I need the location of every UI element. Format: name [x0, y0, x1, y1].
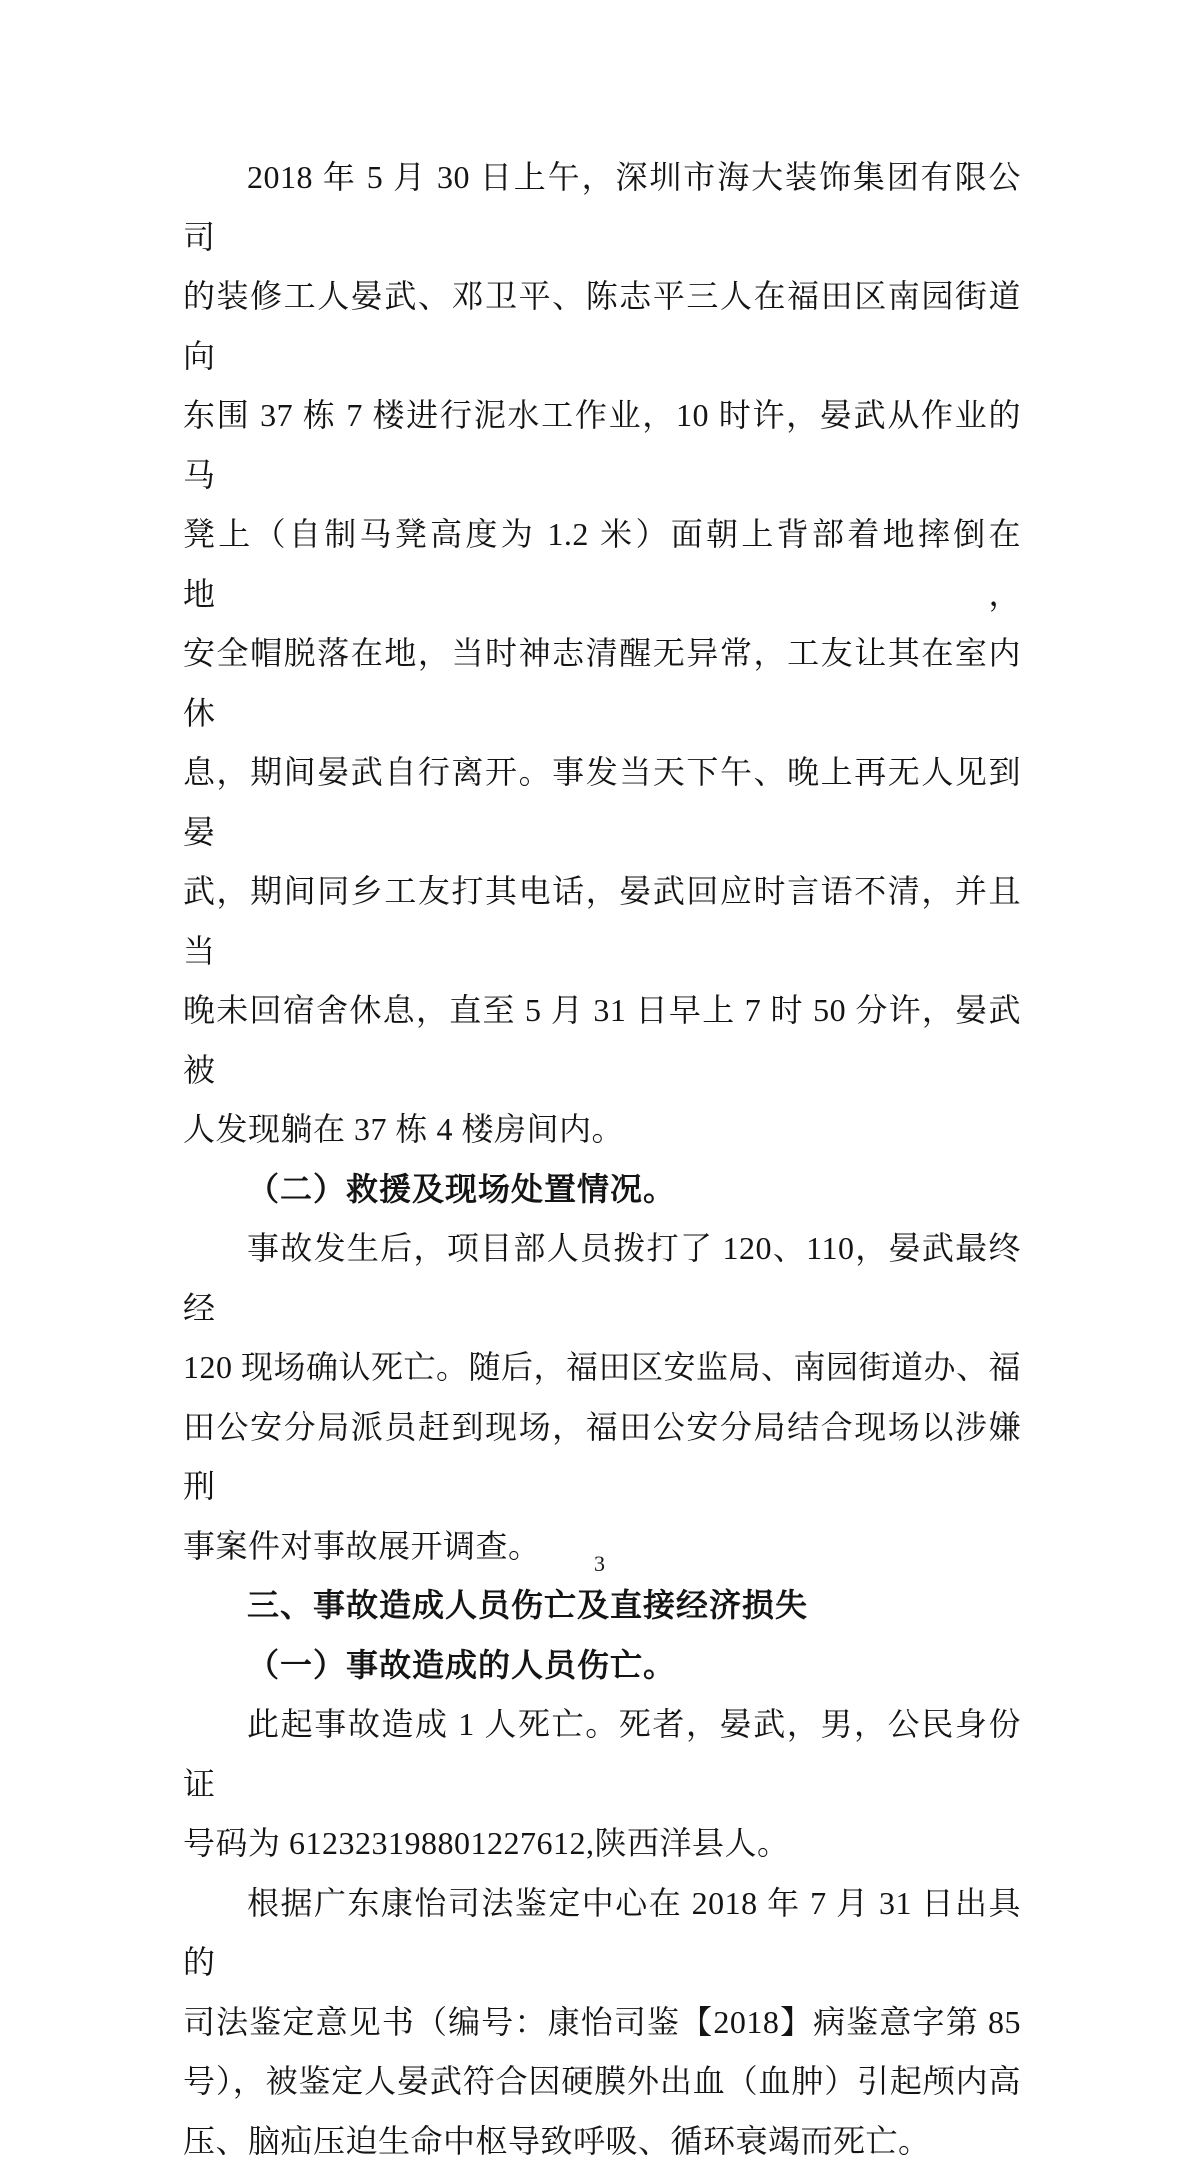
page-number: 3	[0, 1549, 1199, 1579]
text-line: 田公安分局派员赶到现场，福田公安分局结合现场以涉嫌刑	[183, 1398, 1021, 1517]
text-line: 压、脑疝压迫生命中枢导致呼吸、循环衰竭而死亡。	[183, 2112, 1021, 2171]
text-line: 事案件对事故展开调查。	[183, 1517, 1021, 1577]
section-heading: （二）救援及现场处置情况。	[183, 1160, 1021, 1220]
text-line: 2018 年 5 月 30 日上午，深圳市海大装饰集团有限公司	[183, 148, 1021, 267]
text-line: 晚未回宿舍休息，直至 5 月 31 日早上 7 时 50 分许，晏武被	[183, 981, 1021, 1100]
text-line: 120 现场确认死亡。随后，福田区安监局、南园街道办、福	[183, 1338, 1021, 1398]
section-heading: 三、事故造成人员伤亡及直接经济损失	[183, 1576, 1021, 1636]
text-line: 根据广东康怡司法鉴定中心在 2018 年 7 月 31 日出具的	[183, 1874, 1021, 1993]
text-line: 东围 37 栋 7 楼进行泥水工作业，10 时许，晏武从作业的马	[183, 386, 1021, 505]
text-line: 息，期间晏武自行离开。事发当天下午、晚上再无人见到晏	[183, 743, 1021, 862]
text-line: 号码为 612323198801227612,陕西洋县人。	[183, 1814, 1021, 1874]
text-line: 凳上（自制马凳高度为 1.2 米）面朝上背部着地摔倒在地，	[183, 505, 1021, 624]
text-line: 号），被鉴定人晏武符合因硬膜外出血（血肿）引起颅内高	[183, 2052, 1021, 2112]
text-line: 的装修工人晏武、邓卫平、陈志平三人在福田区南园街道向	[183, 267, 1021, 386]
text-line: 此起事故造成 1 人死亡。死者，晏武，男，公民身份证	[183, 1695, 1021, 1814]
text-line: 事故发生后，项目部人员拨打了 120、110，晏武最终经	[183, 1219, 1021, 1338]
text-line: 武，期间同乡工友打其电话，晏武回应时言语不清，并且当	[183, 862, 1021, 981]
document-body	[183, 148, 1021, 2171]
text-line: 人发现躺在 37 栋 4 楼房间内。	[183, 1100, 1021, 1160]
section-heading: （一）事故造成的人员伤亡。	[183, 1636, 1021, 1696]
text-line: 安全帽脱落在地，当时神志清醒无异常，工友让其在室内休	[183, 624, 1021, 743]
text-line: 司法鉴定意见书（编号：康怡司鉴【2018】病鉴意字第 85	[183, 1993, 1021, 2053]
